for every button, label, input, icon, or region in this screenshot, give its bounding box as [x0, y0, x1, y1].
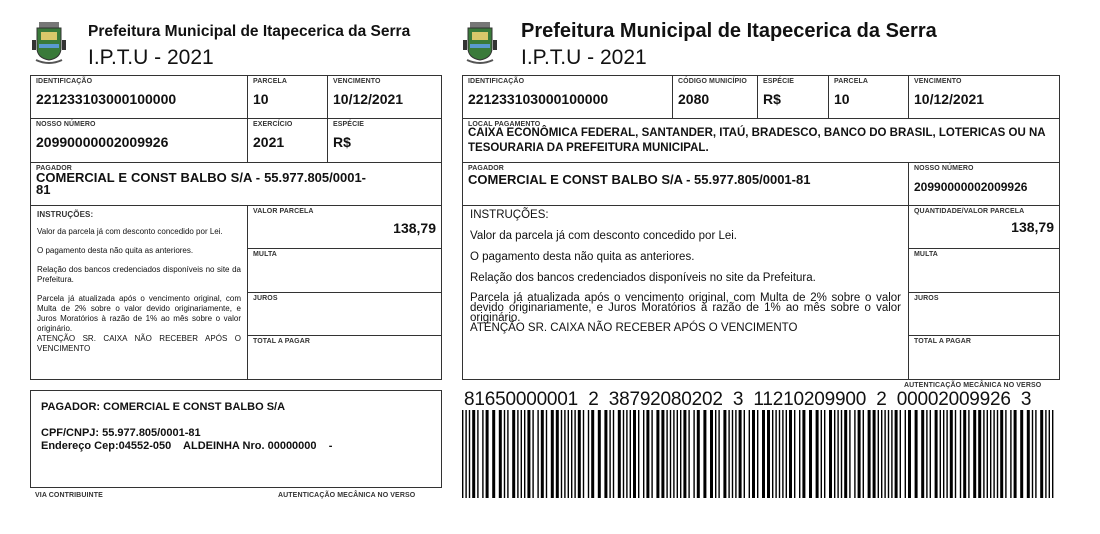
- barcode-bar: [472, 410, 475, 498]
- barcode-bar: [527, 410, 530, 498]
- barcode-bar: [537, 410, 538, 498]
- barcode-bar: [469, 410, 470, 498]
- barcode-bar: [775, 410, 776, 498]
- barcode-bar: [504, 410, 505, 498]
- barcode-bar: [943, 410, 944, 498]
- barcode-bar: [618, 410, 621, 498]
- barcode-bar: [680, 410, 681, 498]
- barcode-bar: [786, 410, 787, 498]
- barcode-bar: [591, 410, 594, 498]
- barcode-bar: [809, 410, 812, 498]
- parcela-field: PARCELA 10: [828, 75, 909, 119]
- barcode-bar: [789, 410, 792, 498]
- via-contribuinte-label: VIA CONTRIBUINTE: [35, 492, 103, 499]
- barcode-bar: [646, 410, 649, 498]
- barcode-bar: [521, 410, 522, 498]
- linha-digitavel: 81650000001 2 38792080202 3 11210209900 2 00002009926 3: [464, 389, 1032, 410]
- barcode-bar: [465, 410, 466, 498]
- barcode-bar: [561, 410, 562, 498]
- barcode-bar: [1040, 410, 1043, 498]
- barcode-bar: [583, 410, 584, 498]
- barcode-bar: [613, 410, 614, 498]
- barcode-bar: [841, 410, 842, 498]
- parcela-field: PARCELA 10: [247, 75, 328, 119]
- barcode-bar: [940, 410, 941, 498]
- barcode-bar: [1027, 410, 1030, 498]
- barcode-bar: [588, 410, 589, 498]
- barcode-bar: [492, 410, 495, 498]
- total-field: TOTAL A PAGAR: [247, 335, 442, 380]
- especie-field: ESPÉCIE R$: [757, 75, 829, 119]
- barcode-bar: [670, 410, 671, 498]
- barcode-bar: [477, 410, 478, 498]
- vencimento-field: VENCIMENTO 10/12/2021: [327, 75, 442, 119]
- barcode-bar: [749, 410, 750, 498]
- barcode-bar: [703, 410, 706, 498]
- barcode-bar: [723, 410, 726, 498]
- barcode-bar: [888, 410, 889, 498]
- barcode-bar: [673, 410, 674, 498]
- barcode-bar: [849, 410, 850, 498]
- barcode-bar: [858, 410, 861, 498]
- barcode-bar: [900, 410, 901, 498]
- barcode-bar: [752, 410, 755, 498]
- barcode-bar: [1020, 410, 1023, 498]
- barcode-bar: [568, 410, 569, 498]
- coat-of-arms-logo: [31, 20, 67, 66]
- barcode-bar: [946, 410, 947, 498]
- multa-field: MULTA: [247, 248, 442, 293]
- barcode-bar: [677, 410, 678, 498]
- barcode-bar: [950, 410, 953, 498]
- vencimento-field: VENCIMENTO 10/12/2021: [908, 75, 1060, 119]
- valor-parcela-field: QUANTIDADE/VALOR PARCELA 138,79: [908, 205, 1060, 249]
- barcode-bar: [1045, 410, 1046, 498]
- barcode-bar: [955, 410, 956, 498]
- barcode-bar: [623, 410, 624, 498]
- total-field: TOTAL A PAGAR: [908, 335, 1060, 380]
- barcode-bar: [693, 410, 694, 498]
- barcode-bar: [829, 410, 832, 498]
- barcode-bar: [1032, 410, 1033, 498]
- barcode-bar: [630, 410, 631, 498]
- barcode-bar: [643, 410, 644, 498]
- barcode-bar: [638, 410, 639, 498]
- org-title: Prefeitura Municipal de Itapecerica da Serra: [88, 23, 411, 40]
- barcode-bar: [772, 410, 773, 498]
- barcode-bar: [633, 410, 636, 498]
- barcode-bar: [486, 410, 489, 498]
- barcode-bar: [960, 410, 961, 498]
- barcode-bar: [983, 410, 984, 498]
- barcode-bar: [844, 410, 847, 498]
- barcode-bar: [626, 410, 627, 498]
- org-title: Prefeitura Municipal de Itapecerica da Serra: [521, 20, 937, 42]
- barcode-bar: [556, 410, 559, 498]
- barcode-bar: [651, 410, 652, 498]
- barcode-bar: [574, 410, 575, 498]
- document-subtitle: I.P.T.U - 2021: [521, 46, 647, 69]
- barcode-bar: [935, 410, 938, 498]
- barcode-bar: [598, 410, 601, 498]
- barcode-bar: [1049, 410, 1050, 498]
- barcode-bar: [779, 410, 780, 498]
- barcode-bar: [697, 410, 700, 498]
- barcode-bar: [541, 410, 544, 498]
- barcode-bar: [868, 410, 871, 498]
- barcode-bar: [609, 410, 610, 498]
- document-subtitle: I.P.T.U - 2021: [88, 46, 214, 69]
- barcode-bar: [604, 410, 607, 498]
- barcode-bar: [908, 410, 911, 498]
- barcode-bar: [834, 410, 835, 498]
- barcode-bar: [512, 410, 515, 498]
- pagador-field: PAGADOR COMERCIAL E CONST BALBO S/A - 55.977.805/0001-81: [462, 162, 909, 206]
- barcode-bar: [824, 410, 825, 498]
- barcode-bar: [794, 410, 795, 498]
- barcode-bar: [854, 410, 855, 498]
- barcode-bar: [1005, 410, 1006, 498]
- multa-field: MULTA: [908, 248, 1060, 293]
- local-pagamento-field: LOCAL PAGAMENTO CAIXA ECONÔMICA FEDERAL, SANTANDER, ITAÚ, BRADESCO, BANCO DO BRASIL, LOTERICAS OU NA TESOURARIA DA PREFEITURA MUNICIPAL.: [462, 118, 1060, 163]
- identificacao-field: IDENTIFICAÇÃO 221233103000100000: [462, 75, 673, 119]
- juros-field: JUROS: [908, 292, 1060, 336]
- barcode-bar: [891, 410, 892, 498]
- barcode-bar: [782, 410, 783, 498]
- barcode-bar: [863, 410, 864, 498]
- barcode-bar: [744, 410, 745, 498]
- identificacao-field: IDENTIFICAÇÃO 221233103000100000: [30, 75, 248, 119]
- barcode-bar: [1000, 410, 1003, 498]
- autenticacao-label: AUTENTICAÇÃO MECÂNICA NO VERSO: [904, 382, 1042, 389]
- barcode-bar: [551, 410, 554, 498]
- nosso-numero-field: NOSSO NÚMERO 20990000002009926: [908, 162, 1060, 206]
- barcode-bar: [987, 410, 988, 498]
- barcode-bar: [878, 410, 879, 498]
- barcode-bar: [571, 410, 572, 498]
- barcode-bar: [517, 410, 518, 498]
- barcode-bar: [963, 410, 966, 498]
- pagador-box: PAGADOR: COMERCIAL E CONST BALBO S/A CPF/CNPJ: 55.977.805/0001-81 Endereço Cep:04552-050 ALDEINHA Nro. 00000000 -: [30, 390, 442, 488]
- barcode-bar: [564, 410, 565, 498]
- juros-field: JUROS: [247, 292, 442, 336]
- barcode-bar: [757, 410, 758, 498]
- instrucoes-box: INSTRUÇÕES: Valor da parcela já com desconto concedido por Lei. O pagamento desta não quita as anteriores. Relação dos bancos credenciados disponíveis no site da Prefeitura. Parcela já atualizada após o vencimento original, com Multa de 2% sobre o valor devido originariamente, e Juros Moratórios à razão de 1% ao mês sobre o valor originário. ATENÇÃO SR. CAIXA NÃO RECEBER APÓS O VENCIMENTO: [462, 205, 909, 380]
- barcode-bar: [718, 410, 719, 498]
- barcode-bar: [482, 410, 483, 498]
- nosso-numero-field: NOSSO NÚMERO 20990000002009926: [30, 118, 248, 163]
- barcode-bar: [728, 410, 729, 498]
- barcode-bar: [1010, 410, 1011, 498]
- barcode-bar: [732, 410, 733, 498]
- barcode-bar: [837, 410, 838, 498]
- barcode-bar: [821, 410, 822, 498]
- instrucoes-box: INSTRUÇÕES: Valor da parcela já com desconto concedido por Lei. O pagamento desta não quita as anteriores. Relação dos bancos credenciados disponíveis no site da Prefeitura. Parcela já atualizada após o vencimento original, com Multa de 2% sobre o valor devido originariamente, e Juros Moratórios à razão de 1% ao mês sobre o valor originário. ATENÇÃO SR. CAIXA NÃO RECEBER APÓS O VENCIMENTO: [30, 205, 248, 380]
- autenticacao-label: AUTENTICAÇÃO MECÂNICA NO VERSO: [278, 492, 416, 499]
- barcode-bar: [499, 410, 502, 498]
- barcode-bar: [524, 410, 525, 498]
- barcode-bar: [990, 410, 991, 498]
- barcode-bar: [884, 410, 885, 498]
- barcode-bar: [873, 410, 876, 498]
- barcode-bar: [762, 410, 765, 498]
- barcode-bar: [930, 410, 931, 498]
- barcode-bar: [546, 410, 547, 498]
- barcode-bar: [1014, 410, 1017, 498]
- barcode-bar: [905, 410, 906, 498]
- barcode-bar: [666, 410, 667, 498]
- barcode-bar: [926, 410, 927, 498]
- barcode: [462, 410, 1054, 498]
- barcode-bar: [1035, 410, 1036, 498]
- codigo-municipio-field: CÓDIGO MUNICÍPIO 2080: [672, 75, 758, 119]
- barcode-bar: [462, 410, 463, 498]
- barcode-bar: [767, 410, 770, 498]
- barcode-bar: [816, 410, 819, 498]
- barcode-bar: [799, 410, 800, 498]
- pagador-field: PAGADOR COMERCIAL E CONST BALBO S/A - 55.977.805/0001-81: [30, 162, 442, 206]
- barcode-bar: [715, 410, 716, 498]
- barcode-bar: [507, 410, 508, 498]
- coat-of-arms-logo: [462, 20, 498, 66]
- barcode-bar: [921, 410, 924, 498]
- barcode-bar: [739, 410, 742, 498]
- barcode-bar: [973, 410, 976, 498]
- especie-field: ESPÉCIE R$: [327, 118, 442, 163]
- valor-parcela-field: VALOR PARCELA 138,79: [247, 205, 442, 249]
- barcode-bar: [881, 410, 882, 498]
- barcode-bar: [978, 410, 981, 498]
- barcode-bar: [532, 410, 533, 498]
- barcode-bar: [578, 410, 581, 498]
- barcode-bar: [895, 410, 898, 498]
- barcode-bar: [993, 410, 994, 498]
- barcode-bar: [683, 410, 686, 498]
- barcode-bar: [802, 410, 805, 498]
- barcode-bar: [968, 410, 969, 498]
- barcode-bar: [656, 410, 659, 498]
- barcode-bar: [710, 410, 713, 498]
- barcode-bar: [661, 410, 664, 498]
- barcode-bar: [997, 410, 998, 498]
- barcode-bar: [735, 410, 736, 498]
- barcode-bar: [688, 410, 689, 498]
- barcode-bar: [1052, 410, 1053, 498]
- barcode-bar: [915, 410, 918, 498]
- exercicio-field: EXERCÍCIO 2021: [247, 118, 328, 163]
